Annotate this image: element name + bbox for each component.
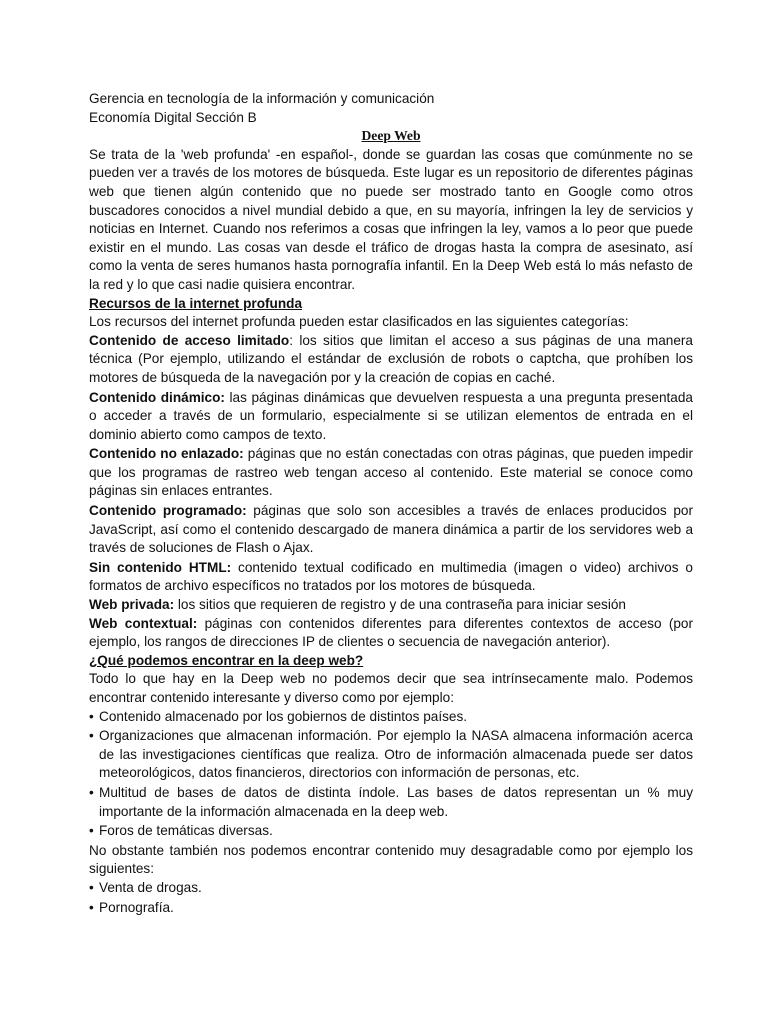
category-term: Contenido programado: bbox=[89, 503, 247, 519]
bullet-icon: • bbox=[89, 708, 94, 724]
list-item-text: Multitud de bases de datos de distinta índole. Las bases de datos representan un % muy importante de la información almacenada en la deep web. bbox=[99, 784, 693, 819]
category-item bbox=[89, 389, 693, 445]
category-term: Web contextual: bbox=[89, 615, 198, 631]
header-line-1: Gerencia en tecnología de la información y comunicación bbox=[89, 91, 435, 106]
intro-paragraph: Se trata de la 'web profunda' -en español-, donde se guardan las cosas que comúnmente no se pueden ver a través de los motores de búsqueda. Este lugar es un repositorio de diferentes páginas web que tienen algún contenido que no puede ser mostrado tanto en Google como otros buscadores conocidos a nivel mundial debido a que, en su mayoría, infringen la ley de servicios y noticias en Internet. Cuando nos referimos a cosas que infringen la ley, vamos a lo peor que puede existir en el mundo. Las cosas van desde el tráfico de drogas hasta la compra de asesinato, así como la venta de seres humanos hasta pornografía infantil. En la Deep Web está lo más nefasto de la red y lo que casi nadie quisiera encontrar. bbox=[89, 146, 693, 292]
list-item bbox=[89, 708, 693, 727]
bullet-icon: • bbox=[89, 823, 94, 839]
document-title: Deep Web bbox=[361, 128, 421, 144]
bullet-list bbox=[89, 708, 693, 841]
category-item bbox=[89, 445, 693, 501]
bullet-list-2 bbox=[89, 879, 693, 917]
list-item-text: Organizaciones que almacenan información. Por ejemplo la NASA almacena información acerca de las investigaciones científicas que realiza. Otro de información almacenada puede ser datos meteorológicos, datos financieros, directorios con información de personas, etc. bbox=[99, 728, 693, 781]
category-term: Sin contenido HTML: bbox=[89, 559, 232, 575]
list-item-text: Venta de drogas. bbox=[99, 879, 202, 895]
category-term: Web privada: bbox=[89, 597, 175, 613]
header-line-2: Economía Digital Sección B bbox=[89, 109, 257, 125]
category-text: páginas con contenidos diferentes para diferentes contextos de acceso (por ejemplo, los rangos de direcciones IP de clientes o secuencia de navegación anterior). bbox=[89, 615, 694, 650]
section-heading-que-encontrar: ¿Qué podemos encontrar en la deep web? bbox=[89, 652, 364, 668]
section-lead-que-encontrar: Todo lo que hay en la Deep web no podemos decir que sea intrínsecamente malo. Podemos encontrar contenido interesante y diverso como por ejemplo: bbox=[89, 671, 693, 705]
category-text: páginas que no están conectadas con otras páginas, que pueden impedir que los programas de rastreo web tengan acceso al contenido. Este material se conoce como páginas sin enlaces entrantes. bbox=[89, 446, 693, 499]
list-item-text: Foros de temáticas diversas. bbox=[99, 823, 273, 839]
category-item bbox=[89, 502, 693, 558]
section-lead-recursos: Los recursos del internet profunda pueden estar clasificados en las siguientes categorías: bbox=[89, 314, 629, 330]
category-item bbox=[89, 559, 693, 596]
category-text: contenido textual codificado en multimedia (imagen o video) archivos o formatos de archivo específicos no tratados por los motores de búsqueda. bbox=[89, 559, 693, 594]
list-item bbox=[89, 784, 693, 821]
document-page bbox=[89, 90, 693, 918]
bullet-icon: • bbox=[89, 879, 94, 895]
category-text: páginas que solo son accesibles a través de enlaces producidos por JavaScript, así como el contenido descargado de manera dinámica a partir de los servidores web a través de soluciones de Flash o Ajax. bbox=[89, 503, 693, 556]
category-item bbox=[89, 332, 693, 388]
section-lead-desagradable: No obstante también nos podemos encontrar contenido muy desagradable como por ejemplo los siguientes: bbox=[89, 842, 693, 877]
list-item-text: Contenido almacenado por los gobiernos de distintos países. bbox=[99, 708, 468, 724]
category-text: los sitios que requieren de registro y de una contraseña para iniciar sesión bbox=[174, 597, 626, 613]
list-item bbox=[89, 822, 693, 841]
bullet-icon: • bbox=[89, 784, 94, 800]
section-heading-recursos: Recursos de la internet profunda bbox=[89, 295, 303, 311]
category-term: Contenido de acceso limitado bbox=[89, 332, 290, 348]
category-text: las páginas dinámicas que devuelven respuesta a una pregunta presentada o acceder a través de un formulario, especialmente si se utilizan elementos de entrada en el dominio abierto como campos de texto. bbox=[89, 389, 693, 442]
list-item bbox=[89, 899, 693, 918]
list-item-text: Pornografía. bbox=[99, 899, 174, 915]
category-item bbox=[89, 615, 693, 652]
category-text: : los sitios que limitan el acceso a sus páginas de una manera técnica (Por ejemplo, utilizando el estándar de exclusión de robots o captcha, que prohíben los motores de búsqueda de la navegación por y la creación de copias en caché. bbox=[89, 332, 693, 385]
list-item bbox=[89, 879, 693, 898]
list-item bbox=[89, 727, 693, 783]
bullet-icon: • bbox=[89, 899, 94, 915]
category-term: Contenido dinámico: bbox=[89, 389, 225, 405]
category-term: Contenido no enlazado: bbox=[89, 446, 244, 462]
category-item bbox=[89, 596, 693, 615]
bullet-icon: • bbox=[89, 728, 94, 744]
